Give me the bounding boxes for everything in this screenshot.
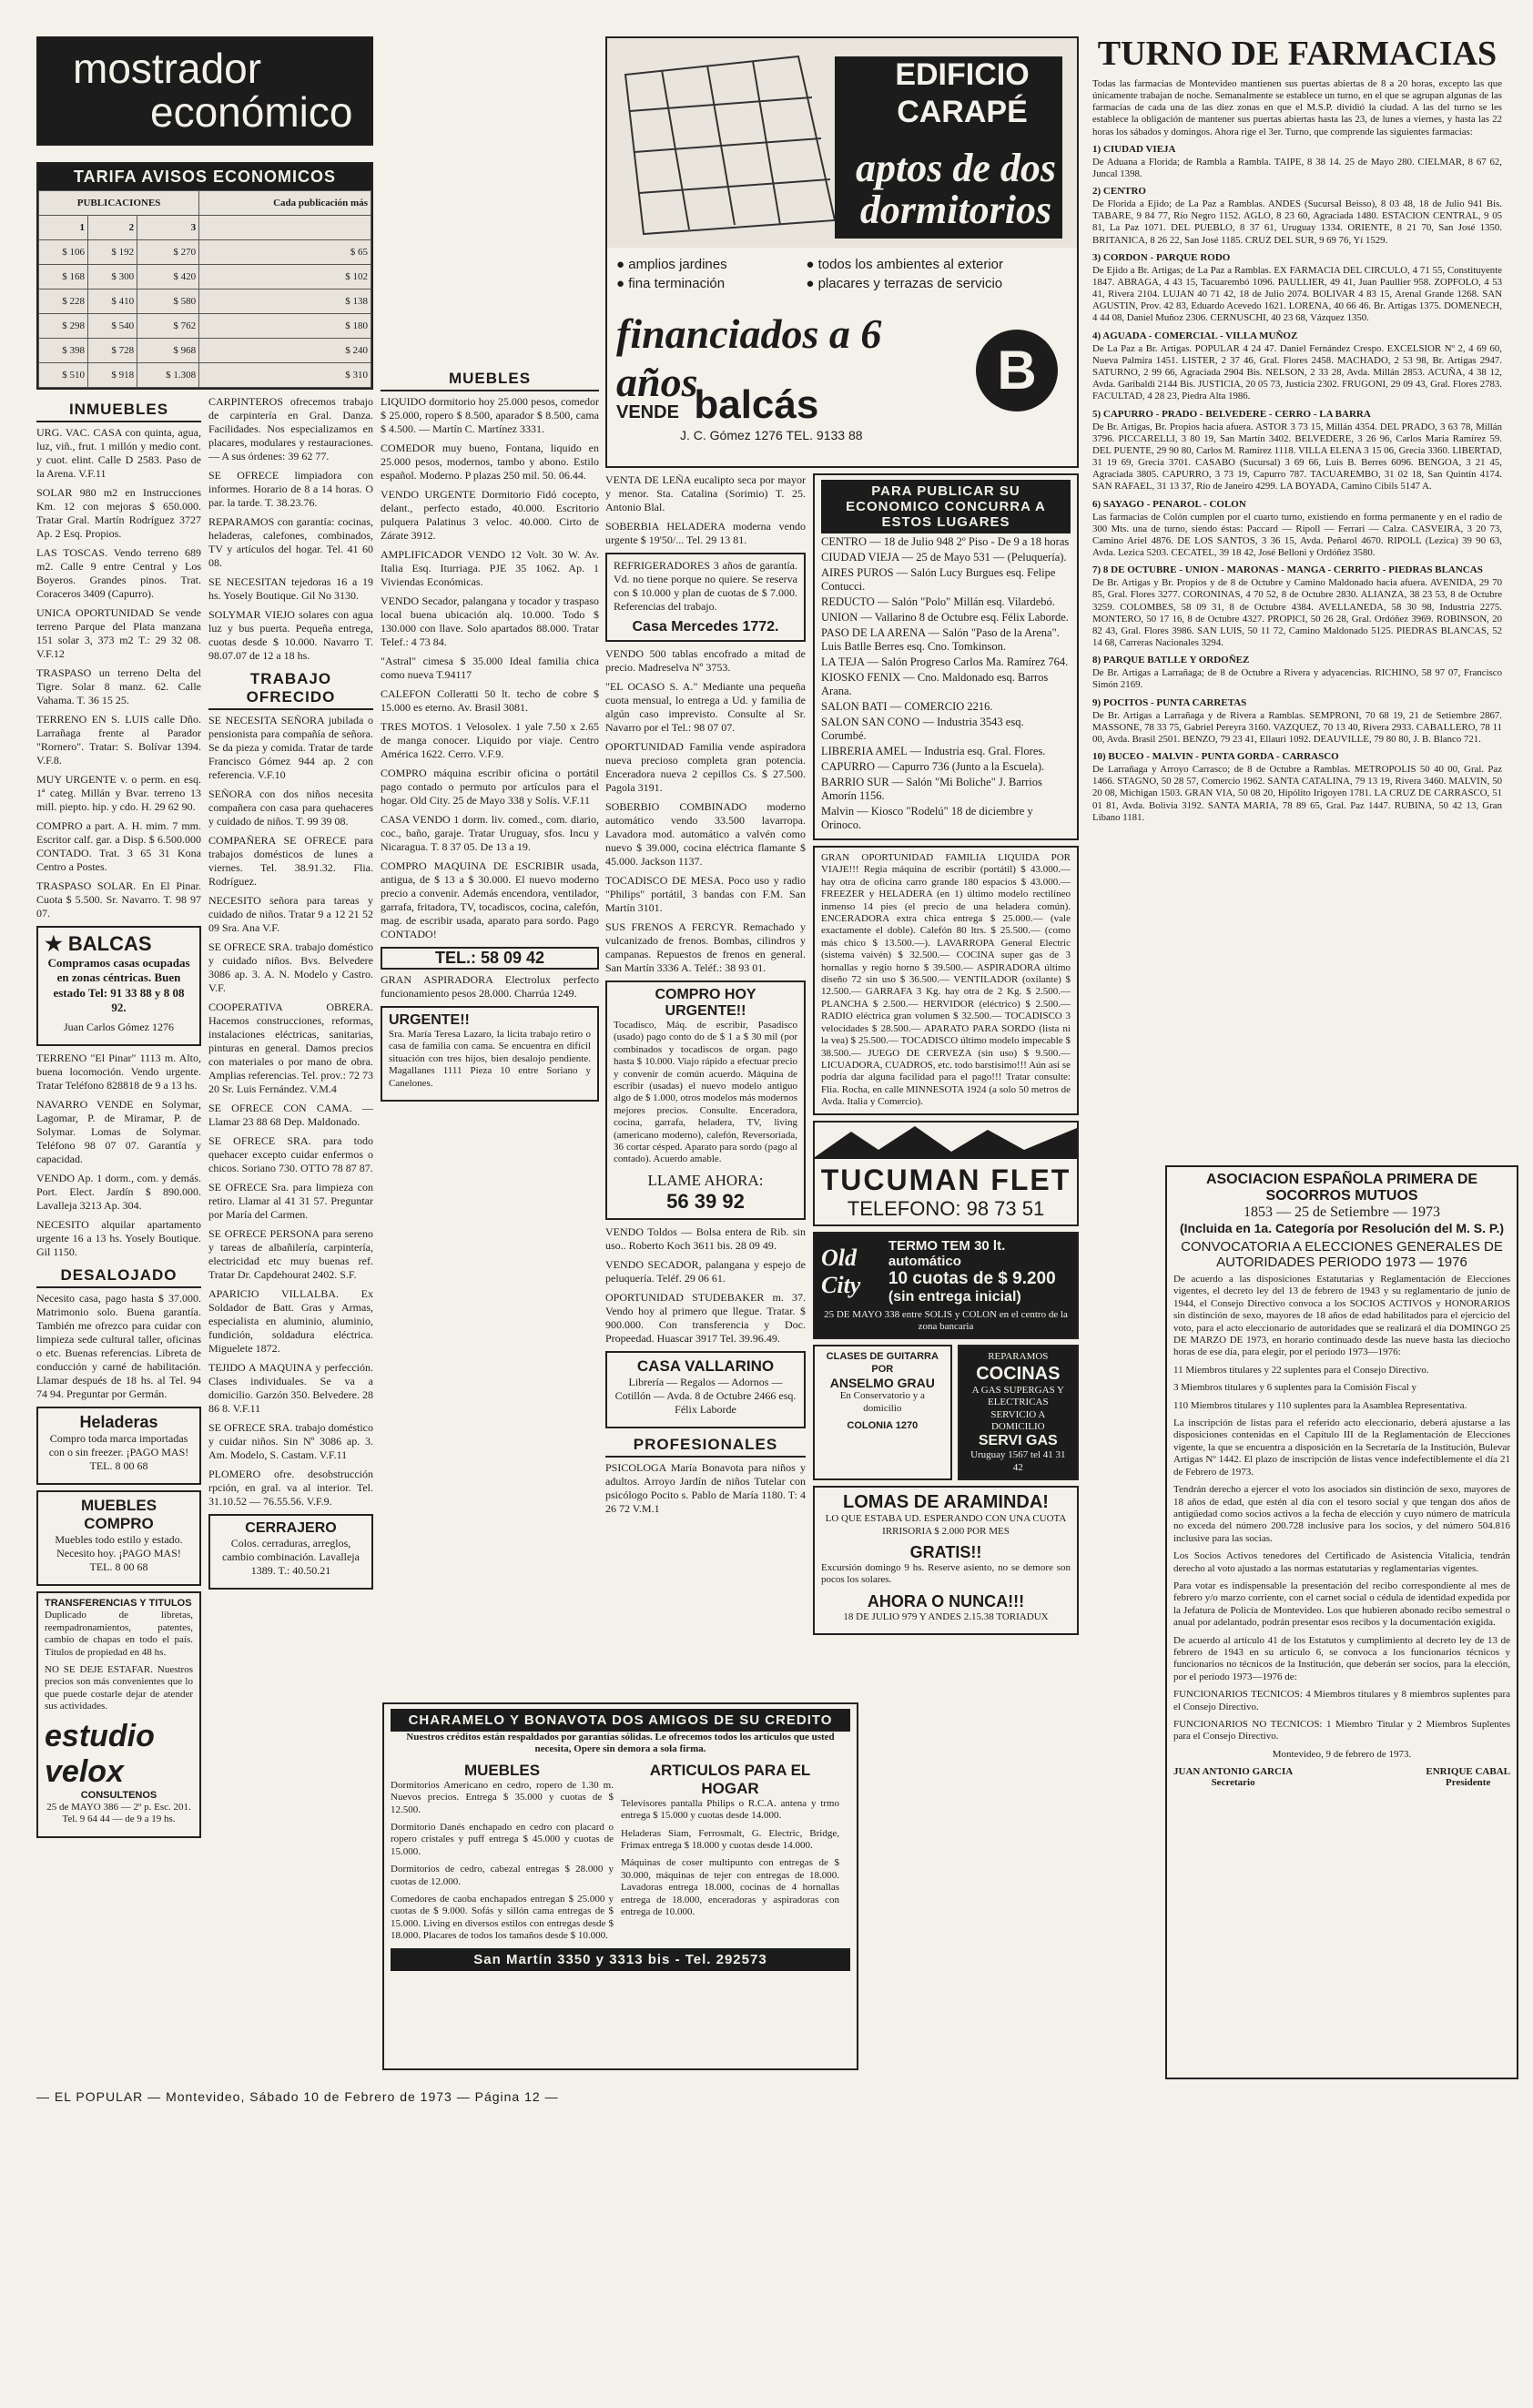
old-city-address: 25 DE MAYO 338 entre SOLIS y COLON en el centro de la zona bancaria xyxy=(824,1308,1068,1332)
zone-title: 2) CENTRO xyxy=(1092,186,1146,198)
asociacion-title: ASOCIACION ESPAÑOLA PRIMERA DE SOCORROS MUTUOS xyxy=(1205,1172,1478,1204)
classified-ad: VENDO Secador, palangana y tocador y traspaso local buena ubicación alq. 10.000. Todo $ 130.000 con llave. Solo apartados 88.000. Tratar Telef.: 4 73 84. xyxy=(381,594,599,648)
velox-ad xyxy=(36,1591,201,1838)
bullet-icon: ● xyxy=(616,257,629,272)
llame-title: LLAME AHORA: xyxy=(647,1171,764,1189)
vallarino-ad xyxy=(605,1351,806,1428)
notice-paragraph: De acuerdo al artículo 41 de los Estatutos y cumplimiento al decreto ley de 13 de febrero de 1943 en su artículo 6, se convoca a los funcionarios técnicos y funcionarios no técnicos de la Institución, que deberán ser socios, para la elección, por el período 1973—1976 de: xyxy=(1173,1634,1510,1682)
tucuman-phone: TELEFONO: 98 73 51 xyxy=(847,1196,1045,1220)
tucuman-name: TUCUMAN FLET xyxy=(820,1163,1071,1196)
classified-ad: REPARAMOS con garantía: cocinas, heladeras, calefones, combinados, TV y artículos del hogar. Tel. 41 60 08. xyxy=(208,515,373,569)
column-4 xyxy=(1092,35,1510,2080)
char-articulos-item: Televisores pantalla Philips o R.C.A. antena y trmo entrega $ 15.000 y cuotas desde 14.000. xyxy=(621,1797,839,1822)
lugar-item: SALON SAN CONO — Industria 3543 esq. Corumbé. xyxy=(821,716,1024,742)
servigas-ad xyxy=(958,1345,1079,1480)
classified-ad: TERRENO EN S. LUIS calle Dño. Larrañaga frente al Parador "Rornero". Tratar: S. Bolívar 1394. V.F.8. xyxy=(36,713,201,767)
casa-mercedes: Casa Mercedes 1772. xyxy=(632,619,779,635)
zone-text: De Ejido a Br. Artigas; de La Paz a Ramblas. EX FARMACIA DEL CIRCULO, 4 71 55, Constituyente 1847. ABRAGA, 4 43 15, Tacuarembó 1096. PAULLIER, 49 41, Juan Paullier 958. ZOPFOLO, 4 53 41, Rivera 2104. LUJAN 40 71 42, 18 de Julio 2074. BOLIVAR 4 83 15, Arenal Grande 1268. SAN AGUSTIN, Prov. 42 83, Eduardo Acevedo 1621. LORENA, 40 66 46. Br. Artigas 1375. DOMENECH, 4 44 08, Daniel Muñoz 2306. CERNUSCHI, 40 23 68, Vázquez 1350. xyxy=(1092,264,1502,324)
urgente-text: Sra. María Teresa Lazaro, la licita trabajo retiro o casa de familia con cama. Se encuentra en difícil situación con tres hijos, bien desalojo pendiente. Magallanes 1111 Pieza 10 entre Soriano y Canelones. xyxy=(389,1029,591,1089)
lomas-text: Excursión domingo 9 hs. Reserve asiento, no se demore son pocos los solares. xyxy=(821,1562,1071,1586)
clases-name: ANSELMO GRAU xyxy=(829,1376,935,1391)
classified-ad: APARICIO VILLALBA. Ex Soldador de Batt. Gras y Armas, especialista en aluminio, aluminio, fundición, soldadura eléctrica. Miguelete 1872. xyxy=(208,1287,373,1355)
classified-ad: VENTA DE LEÑA eucalipto seca por mayor y menor. Sta. Catalina (Sorimio) T. 25. Antonio Blal. xyxy=(605,473,806,513)
lugar-item: PASO DE LA ARENA — Salón "Paso de la Arena". Luis Batlle Berres esq. Cno. Tomkinson. xyxy=(821,626,1060,653)
desalojado-title: DESALOJADO xyxy=(36,1265,201,1288)
classified-ad: MUY URGENTE v. o perm. en esq. 1ª categ. Millán y Bvar. terreno 13 mill. piepto. hip. y cdo. H. 29 62 90. xyxy=(36,773,201,813)
building-name-2: CARAPÉ xyxy=(897,94,1028,129)
classified-ad: NECESITO señora para tareas y cuidado de niños. Tratar 9 a 12 21 52 09 Sra. Ana V.F. xyxy=(208,894,373,934)
servi-line1: REPARAMOS xyxy=(988,1351,1049,1363)
column-1b xyxy=(208,395,373,1844)
balcas-address: J. C. Gómez 1276 TEL. 9133 88 xyxy=(680,428,863,442)
nodejar-text: NO SE DEJE ESTAFAR. Nuestros precios son más convenientes que lo que puede costarle dejar de atender sus actividades. xyxy=(45,1664,193,1712)
lomas-gratis: GRATIS!! xyxy=(909,1543,982,1561)
features-list xyxy=(616,257,1071,291)
tarifa-row: $ 106 $ 192 $ 270 $ 65 xyxy=(39,240,371,265)
transfer-text: Duplicado de libretas, reempadronamientos, patentes, cambio de chapas en todo el país. Títulos de propiedad en 48 hs. xyxy=(45,1610,193,1658)
classified-ad: SE OFRECE SRA. trabajo doméstico y cuidado niños. Bvs. Belvedere 3086 ap. 3. A. N. Modelo y Castro. V.F. xyxy=(208,940,373,994)
zone-text: De Br. Artigas a Larrañaga y de Rivera a Ramblas. SEMPRONI, 70 68 19, 21 de Setiembre 2867. MASSONE, 78 33 75, Gabriel Pereyra 3160. VAZQUEZ, 70 13 40, Rivera 2933. CABALLERO, 78 11 00, Avda. Brasil 2501. BENZO, 79 23 41, Ellauri 1092. DEAUVILLE, 79 80 80, J. B. Blanco 721. xyxy=(1092,709,1502,745)
classified-ad: PLOMERO ofre. desobstrucción rpción, en gral. va al interior. Tel. 31.10.52 — 76.55.56. V.F.9. xyxy=(208,1468,373,1508)
classified-ad: SE OFRECE PERSONA para sereno y tareas de albañilería, carpintería, electricidad etc muy buenas ref. Tratar Dr. Capdehourat 2402. S.F. xyxy=(208,1227,373,1281)
guitarra-ad xyxy=(813,1345,952,1480)
zone-title: 8) PARQUE BATLLE Y ORDOÑEZ xyxy=(1092,655,1250,666)
tarifa-box xyxy=(36,162,373,390)
masthead xyxy=(36,36,373,146)
balcas-address: Juan Carlos Gómez 1276 xyxy=(64,1021,174,1033)
lugar-item: REDUCTO — Salón "Polo" Millán esq. Vilardebó. xyxy=(821,595,1055,608)
tarifa-row: $ 510 $ 918 $ 1.308 $ 310 xyxy=(39,363,371,388)
classified-ad: TERRENO "El Pinar" 1113 m. Alto, buena locomoción. Vendo urgente. Tratar Teléfono 828818 de 9 a 13 hs. xyxy=(36,1052,201,1092)
compro-hoy-ad xyxy=(605,980,806,1220)
masthead-line2: económico xyxy=(150,88,353,136)
old-city-line1: TERMO TEM 30 lt. automático xyxy=(888,1237,1006,1269)
cerrajero-text: Colos. cerraduras, arreglos, cambio combinación. Lavalleja 1389. T.: 40.50.21 xyxy=(222,1537,360,1577)
classified-ad: REFRIGERADORES 3 años de garantía. Vd. no tiene porque no quiere. Se reserva con $ 10.000 y plan de cuotas de $ 7.000. Referencias del trabajo. xyxy=(614,559,797,613)
feature-item: ● fina terminación xyxy=(616,276,726,291)
compro-title: COMPRO HOY URGENTE!! xyxy=(655,987,756,1019)
signature-name: ENRIQUE CABAL xyxy=(1426,1766,1510,1778)
balcas-text: Compramos casas ocupadas en zonas céntricas. Buen estado Tel: 91 33 88 y 8 08 92. xyxy=(47,956,190,1014)
classified-ad: COMEDOR muy bueno, Fontana, liquido en 25.000 pesos, modernos, tambo y abono. Estilo español. Moderno. P plazas 250 mil. 50. 06.44. xyxy=(381,442,599,482)
signature-name: JUAN ANTONIO GARCIA xyxy=(1173,1766,1294,1778)
building-name-1: EDIFICIO xyxy=(895,57,1030,92)
zone-text: De La Paz a Br. Artigas. POPULAR 4 24 47. Daniel Fernández Crespo. EXCELSIOR Nº 2, 4 69 60, Nueva Palmira 1451. LISTER, 2 37 46, Gral. Flores 2458. MACHADO, 2 53 98, Br. Artigas 2947. SATURNO, 2 99 66, Agraciada 2904 Bis. NELSON, 2 33 28, Avda. Millán 2853. ACUÑA, 4 38 12, Avda. Garibaldi 2144 Bis. JUSTICIA, 20 05 73, Justicia 2302. FRUGONI, 29 09 43, Gral. Flores 2783. FACULTAD, 4 28 23, Piedra Alta 1986. xyxy=(1092,342,1502,402)
zone-text: De Florida a Ejido; de La Paz a Ramblas. ANDES (Sucursal Beisso), 8 03 48, 18 de Julio 941 Bis. TABARE, 9 84 77, Río Negro 1152. AGLO, 8 23 60, Agraciada 1480. ESTACION CENTRAL, 9 05 81, La Paz 1071. DEL PUEBLO, 8 37 61, Uruguay 1334. ORIENTE, 8 21 70, San José 1350. BRITANICA, 8 26 22, San José 1185. CRUZ DEL SUR, 9 69 76, Yí 1529. xyxy=(1092,198,1502,246)
balcas-title: BALCAS xyxy=(67,932,152,955)
tarifa-header-pub: PUBLICACIONES xyxy=(39,191,199,216)
old-city-ad xyxy=(813,1232,1079,1340)
notice-paragraph: FUNCIONARIOS NO TECNICOS: 1 Miembro Titular y 2 Miembros Suplentes para el Consejo Directivo. xyxy=(1173,1719,1510,1742)
zone-text: Las farmacias de Colón cumplen por el cuarto turno, existiendo en forma permanente y en el radio de 300 Mts. una de turno, siendo éstas: Paccard — Ripoll — Ferrari — Calza. CASVEIRA, 3 20 73, Camino Ariel 4876. DE LOS SANTOS, 3 36 15, Avda. Peñarol 4670. RIPOLL (Lezica) 39 90 63, Avda. Lezica 5203. CECATEL, 39 18 42, José Belloni y Ordóñez 3580. xyxy=(1092,511,1502,559)
classified-ad: SE NECESITA SEÑORA jubilada o pensionista para compañía de señora. Se da pieza y comida. Tratar de tarde Francisco Gómez 944 ap. 2 con referencia. V.F.10 xyxy=(208,714,373,781)
char-muebles-title: MUEBLES xyxy=(463,1761,541,1779)
lugar-item: AIRES PUROS — Salón Lucy Burgues esq. Felipe Contucci. xyxy=(821,566,1056,593)
classified-ad: OPORTUNIDAD STUDEBAKER m. 37. Vendo hoy al primero que llegue. Tratar. $ 900.000. Con transferencia y Doc. Propeedad. Huascar 3917 Tel. 39.96.49. xyxy=(605,1290,806,1345)
charamelo-bonavota-ad xyxy=(382,1702,858,2070)
classified-ad: URG. VAC. CASA con quinta, agua, luz, viñ., frut. 1 millón y medio cont. y cuot. elint. Calle D 2583. Paso de la Arena. V.F.11 xyxy=(36,426,201,480)
asociacion-convocatoria: CONVOCATORIA A ELECCIONES GENERALES DE AUTORIDADES PERIODO 1973 — 1976 xyxy=(1181,1239,1503,1270)
servi-brand: SERVI GAS xyxy=(978,1433,1058,1449)
classified-ad: LAS TOSCAS. Vendo terreno 689 m2. Calle 9 entre Central y Los Boyeros. Grandes pinos. Trat. Coraceros 3409 (Capurro). xyxy=(36,546,201,600)
classified-ad: UNICA OPORTUNIDAD Se vende terreno Parque del Plata manzana 151 solar 3, 373 m2 T.: 29 32 08. V.F.12 xyxy=(36,606,201,660)
classified-ad: AMPLIFICADOR VENDO 12 Volt. 30 W. Av. Italia Esq. Iturriaga. PJE 35 1062. Ap. 1 Viviendas Económicas. xyxy=(381,548,599,588)
classified-ad: CARPINTEROS ofrecemos trabajo de carpintería en Gral. Danza. Facilidades. Nos especializamos en placares, modulares y restauraciones. — A sus órdenes: 39 62 77. xyxy=(208,395,373,462)
notice-paragraph: 11 Miembros titulares y 22 suplentes para el Consejo Directivo. xyxy=(1173,1364,1429,1376)
classified-ad: TRASPASO un terreno Delta del Tigre. Solar 8 manz. 62. Calle Vahama. T. 36 15 25. xyxy=(36,666,201,706)
char-articulos-item: Heladeras Siam, Ferrosmalt, G. Electric, Bridge, Frimax entrega $ 18.000 y cuotas desde 14.000. xyxy=(621,1827,839,1852)
tucuman-flet-ad xyxy=(813,1121,1079,1226)
signature-role: Secretario xyxy=(1211,1777,1255,1789)
column-3a xyxy=(605,473,806,1641)
classified-ad: SOLYMAR VIEJO solares con agua luz y bus puerta. Pequeña entrega, cuotas desde $ 10.000. Navarro T. 98.07.07 de 12 a 18 hs. xyxy=(208,608,373,662)
char-articulos-title: ARTICULOS PARA EL HOGAR xyxy=(649,1761,811,1797)
column-1-body xyxy=(36,395,373,1844)
classified-ad: GRAN ASPIRADORA Electrolux perfecto funcionamiento pesos 28.000. Charrúa 1249. xyxy=(381,973,599,1000)
refrigeradores-ad xyxy=(605,553,806,642)
notice-place-date: Montevideo, 9 de febrero de 1973. xyxy=(1272,1748,1412,1760)
inmuebles-title: INMUEBLES xyxy=(36,399,201,422)
cerrajero-title: CERRAJERO xyxy=(245,1520,337,1536)
classified-ad: SE OFRECE SRA. trabajo doméstico y cuidar niños. Sin Nº 3086 ap. 3. Am. Modelo, S. Castam. V.F.11 xyxy=(208,1421,373,1461)
headline-1: aptos de dos xyxy=(856,146,1056,190)
zone-title: 3) CORDON - PARQUE RODO xyxy=(1092,251,1231,263)
servi-line4: SERVICIO A DOMICILIO xyxy=(990,1408,1046,1432)
classified-ad: SEÑORA con dos niños necesita compañera con casa para quehaceres y cuidado de niños. T. 99 39 08. xyxy=(208,787,373,828)
lugar-item: CAPURRO — Capurro 736 (Junto a la Escuela). xyxy=(821,760,1045,773)
zone-title: 1) CIUDAD VIEJA xyxy=(1092,143,1176,155)
signature-role: Presidente xyxy=(1446,1777,1491,1789)
zone-title: 5) CAPURRO - PRADO - BELVEDERE - CERRO - LA BARRA xyxy=(1092,408,1371,420)
classified-ad: LIQUIDO dormitorio hoy 25.000 pesos, comedor $ 25.000, ropero $ 8.500, aparador $ 8.500, cama $ 4.500. — Martín C. Martínez 3331. xyxy=(381,395,599,435)
feature-item: ● amplios jardines xyxy=(616,257,727,272)
lugar-item: Malvin — Kiosco "Rodelú" 18 de diciembre y Orinoco. xyxy=(821,805,1033,831)
char-muebles-item: Dormitorio Danés enchapado en cedro con placard o ropero cristales y puff entrega $ 45.000 y cuotas de 15.000. xyxy=(391,1822,614,1857)
zone-text: De Larrañaga y Arroyo Carrasco; de 8 de Octubre a Ramblas. METROPOLIS 50 40 00, Gral. Paz 1466. STAGNO, 50 28 57, Comercio 1962. SANTA CATALINA, 79 13 19, Rivera 3460. MALVIN, 50 20 08, Michigan 1503. GRAN VIA, 50 08 20, Hipólito Irigoyen 1781. LA CRUZ DE CARRASCO, 51 01 81, Avda. Bolivia 3192. SANTA MARIA, 78 89 65, Gral. Paz 1447. RUBINA, 50 42 13, Gran Líbano 1181. xyxy=(1092,764,1502,823)
trabajo-title: TRABAJO OFRECIDO xyxy=(208,668,373,710)
classified-ad: NAVARRO VENDE en Solymar, Lagomar, P. de Miramar, P. de Solymar. Lomas de Solymar. Teléfono 98 07 07. Garantía y capacidad. xyxy=(36,1098,201,1165)
lomas-title: LOMAS DE ARAMINDA! xyxy=(843,1492,1049,1513)
tarifa-title: TARIFA AVISOS ECONOMICOS xyxy=(38,164,371,190)
finance-text: financiados a 6 años xyxy=(616,310,882,405)
bullet-icon: ● xyxy=(806,257,818,272)
lugar-item: CENTRO — 18 de Julio 948 2º Piso - De 9 a 18 horas xyxy=(821,535,1070,548)
notice-paragraph: 110 Miembros titulares y 110 suplentes para la Asamblea Representativa. xyxy=(1173,1399,1467,1411)
cerrajero-ad xyxy=(208,1514,373,1590)
profesionales-title: PROFESIONALES xyxy=(605,1434,806,1458)
classified-ad: CASA VENDO 1 dorm. liv. comed., com. diario, coc., baño, garaje. Tratar Uruguay, sfos. Incu y Nicaragua. T. 8 37 05. De 13 a 19. xyxy=(381,813,599,853)
vallarino-text: Librería — Regalos — Adornos — Cotillón — Avda. 8 de Octubre 2466 esq. Félix Laborde xyxy=(614,1375,797,1416)
zone-text: De Aduana a Florida; de Rambla a Rambla. TAIPE, 8 38 14. 25 de Mayo 280. CIELMAR, 8 67 62, Juncal 1398. xyxy=(1092,156,1502,179)
charamelo-address: San Martín 3350 y 3313 bis - Tel. 292573 xyxy=(391,1948,850,1971)
farmacias-section xyxy=(1092,36,1502,824)
zone-text: De Br. Artigas a Larrañaga; de 8 de Octubre a Rivera y adyacencias. RICHINO, 58 97 07, Francisco Simón 2169. xyxy=(1092,667,1502,691)
urgente-ad xyxy=(381,1006,599,1102)
feature-item: ● todos los ambientes al exterior xyxy=(806,257,1003,272)
velox-logo: estudio velox xyxy=(45,1718,155,1789)
newspaper-page xyxy=(36,35,1510,2130)
vallarino-title: CASA VALLARINO xyxy=(636,1356,775,1375)
charamelo-title: CHARAMELO Y BONAVOTA DOS AMIGOS DE SU CREDITO xyxy=(391,1709,850,1732)
heladeras-title: Heladeras xyxy=(79,1413,158,1431)
classified-ad: "EL OCASO S. A." Mediante una pequeña cuota mensual, lo entrega a Ud. y familia de algún caso imprevisto. Consulte al Sr. Navarro por el Tel.: 98 07 07. xyxy=(605,680,806,734)
tarifa-row: $ 168 $ 300 $ 420 $ 102 xyxy=(39,265,371,290)
muebles-compro-title: MUEBLES COMPRO xyxy=(80,1497,157,1532)
phone-box: TEL.: 58 09 42 xyxy=(381,947,599,970)
classified-ad: SOBERBIA HELADERA moderna vendo urgente $ 19'50/... Tel. 29 13 81. xyxy=(605,520,806,546)
char-muebles-item: Comedores de caoba enchapados entregan $ 25.000 y cuotas de $ 9.000. Sofás y sillón cama entregas de $ 15.000. Living en diversos estilos con entregas desde $ 18.000. Placares de todos los tamaños desde $ 10.000. xyxy=(391,1894,614,1942)
zone-title: 9) POCITOS - PUNTA CARRETAS xyxy=(1092,696,1247,708)
tarifa-header-extra: Cada publicación más xyxy=(199,191,371,216)
notice-paragraph: De acuerdo a las disposiciones Estatutarias y Reglamentación de Elecciones vigentes, el decreto ley del 13 de febrero de 1943 y su reglamentario de junio de 1944, el Consejo Directivo convoca a los SOCIOS ACTIVOS y HONORARIOS sin distinción de sexo, mayores de 18 años de edad habilitados para el ejercicio del voto, para el acto eleccionario de autoridades que se realizará el día DOMINGO 25 DE MARZO DE 1973, en horario continuado desde las nueve hasta las dieciocho horas de ese día, para elegir, por el período 1973—1976: xyxy=(1173,1274,1510,1358)
lugar-item: LIBRERIA AMEL — Industria esq. Gral. Flores. xyxy=(821,745,1046,757)
tarifa-col: 1 xyxy=(39,216,88,240)
char-muebles-item: Dormitorios de cedro, cabezal entregas $ 28.000 y cuotas de 12.000. xyxy=(391,1864,614,1887)
classified-ad: PSICOLOGA María Bonavota para niños y adultos. Arroyo Jardín de niños Tutelar con psicólogo Pocito s. Pablo de María 1180. T: 4 26 72 V.M.1 xyxy=(605,1460,806,1515)
zone-title: 10) BUCEO - MALVIN - PUNTA GORDA - CARRASCO xyxy=(1092,751,1339,763)
classified-ad: SOBERBIO COMBINADO moderno automático vendo 33.500 lavarropa. Lavadora mod. automático a valvén como nuevo $ 39.000, cocina eléctrica flamante $ 45.000. Jackson 1137. xyxy=(605,800,806,868)
old-city-line2: 10 cuotas de $ 9.200 xyxy=(888,1268,1056,1288)
column-3b xyxy=(813,473,1079,1641)
lugar-item: SALON BATI — COMERCIO 2216. xyxy=(821,700,993,713)
classified-ad: TOCADISCO DE MESA. Poco uso y radio "Philips" portátil, 3 bandas con F.M. San Martín 3101. xyxy=(605,874,806,914)
clases-title: CLASES DE GUITARRA POR xyxy=(826,1351,939,1375)
column-3-body xyxy=(605,473,1079,1641)
classified-ad: TRES MOTOS. 1 Velosolex. 1 yale 7.50 x 2.65 de manga conocer. Liquido por viaje. Centro América 1622. Cerro. V.F.9. xyxy=(381,720,599,760)
lomas-araminda-ad xyxy=(813,1486,1079,1635)
lugar-item: LA TEJA — Salón Progreso Carlos Ma. Ramírez 764. xyxy=(821,655,1069,668)
muebles-compro-text: Muebles todo estilo y estado. Necesito hoy. ¡PAGO MAS! TEL. 8 00 68 xyxy=(55,1533,183,1573)
balcas-ad xyxy=(36,926,201,1046)
bullet-icon: ● xyxy=(616,276,629,291)
heladeras-ad xyxy=(36,1407,201,1485)
tarifa-col: 3 xyxy=(137,216,199,240)
heladeras-text: Compro toda marca importadas con o sin freezer. ¡PAGO MAS! TEL. 8 00 68 xyxy=(48,1432,189,1472)
gran-oportunidad-text: GRAN OPORTUNIDAD FAMILIA LIQUIDA POR VIAJE!!! Regia máquina de escribir (portátil) $ 43.000.— hay otra de oficina carro grande 180 espacios $ 43.000.— FREEZER y HELADERA (en 1) último modelo rectilíneo inmenso 14 pies (el precio de una heladera común). ENCERADORA extra chica entrega $ 25.000.— (vale exactamente el doble). Calefón 80 ltrs. $ 25.500.— (como más chico $ 13.500.—). LAVARROPA General Electric (sistema vaivén) $ 32.500.— COCINA super gas de 3 hornallas y regio horno $ 39.500.— ASPIRADORA último diseño 72 sin uso $ 36.500.— VENTILADOR (oxilante) $ 12.500.— GARRAFA 3 Kg. hay otra de 2 Kg. $ 2.500.— PLANCHA $ 2.500.— HERVIDOR (eléctrico) $ 2.500.— RADIO eléctrica gran volumen $ 32.500.— TOCADISCO 3 velocidades $ 28.500.— APARATO PARA SORDO (lista ni la vea) $ 25.500.— TOCADISCO último modelo impecable $ 38.500.— JUEGO DE CERVEZA (sin uso) $ 9.500.— LICUADORA, CUADROS, etc. todo barstísimo!!! Aún así se podría dar alguna facilidad para el pago!!! Tratar consulte: Flia. Rocha, en calle MINNESOTA 1924 (a solo 50 metros de Avda. Italia y Comercio). xyxy=(821,852,1071,1108)
velox-consult: CONSULTENOS xyxy=(80,1789,157,1801)
classified-ad: SE OFRECE Sra. para limpieza con retiro. Llamar al 41 31 57. Preguntar por María del Carmen. xyxy=(208,1181,373,1221)
lugar-item: UNION — Vallarino 8 de Octubre esq. Félix Laborde. xyxy=(821,611,1069,624)
star-icon: ★ xyxy=(45,932,63,955)
classified-ad: SOLAR 980 m2 en Instrucciones Km. 12 con mejoras $ 650.000. Tratar Gral. Martín Rodríguez 3727 Ap. 2 Esq. Propios. xyxy=(36,486,201,540)
asociacion-sub: (Incluida en 1a. Categoría por Resolución del M. S. P.) xyxy=(1179,1221,1505,1235)
tarifa-row: $ 298 $ 540 $ 762 $ 180 xyxy=(39,314,371,339)
signatures xyxy=(1173,1766,1510,1788)
velox-address: 25 de MAYO 386 — 2º p. Esc. 201. Tel. 9 64 44 — de 9 a 19 hs. xyxy=(46,1802,191,1825)
classified-ad: SE OFRECE SRA. para todo quehacer excepto cuidar enfermos o chicos. Soriano 730. OTTO 78 87 87. xyxy=(208,1134,373,1174)
zone-text: De Br. Artigas y Br. Propios y de 8 de Octubre y Camino Maldonado hacia afuera. AVENIDA, 29 70 85, Gral. Flores 3277. CORONINAS, 4 70 52, 8 de Octubre 2830. ALIANZA, 38 23 53, 8 de Octubre 3259. COLOMBES, 58 09 31, 8 de Octubre 4384. AVELLANEDA, 58 30 98, Industria 2275. MONTERO, 50 17 16, 8 de Octubre 4327. PROPICI, 50 26 28, Gral. Ordóñez 3969. ROBINSON, 20 82 43, Gral. Flores 3986. SAN LUIS, 50 11 72, Camino Maldonado 5125. PIEDRAS BLANCAS, 52 14 68, Carreras Nacionales 3294. xyxy=(1092,577,1502,649)
zone-title: 4) AGUADA - COMERCIAL - VILLA MUÑOZ xyxy=(1092,330,1298,341)
edificio-carape-ad xyxy=(605,36,1079,468)
tarifa-row: $ 398 $ 728 $ 968 $ 240 xyxy=(39,339,371,363)
llame-phone: 56 39 92 xyxy=(666,1189,745,1213)
headline-2: dormitorios xyxy=(859,188,1052,233)
tarifa-table xyxy=(38,190,371,388)
classified-ad: COMPRO a part. A. H. mim. 7 mm. Escritor calf. gar. a Disp. $ 6.500.000 CONTADO. Trat. 3 65 31 Kona Centro a Postes. xyxy=(36,819,201,873)
lomas-address: 18 DE JULIO 979 Y ANDES 2.15.38 TORIADUX xyxy=(843,1610,1049,1622)
classified-ad: VENDO 500 tablas encofrado a mitad de precio. Madreselva Nº 3753. xyxy=(605,647,806,674)
servi-address: Uruguay 1567 tel 41 31 42 xyxy=(970,1449,1066,1473)
classified-ad: SE NECESITAN tejedoras 16 a 19 hs. Yosely Boutique. Gil No 3130. xyxy=(208,575,373,602)
notice-paragraph: La inscripción de listas para el referido acto eleccionario, deberá ajustarse a las disposiciones contenidas en el Capítulo III de la Reglamentación de Elecciones vigente, la que se encuentra a disposición en la Secretaría de la Institución, Bulevar Artigas Nº 1442. El plazo de inscripción de listas vence indefectiblemente el día 21 de Febrero de 1973. xyxy=(1173,1417,1510,1478)
feature-item: ● placares y terrazas de servicio xyxy=(806,276,1003,291)
old-city-logo: Old City xyxy=(821,1244,861,1298)
lugar-item: KIOSKO FENIX — Cno. Maldonado esq. Barros Arana. xyxy=(821,671,1049,697)
vende-label: VENDE xyxy=(616,402,679,422)
farmacias-intro: Todas las farmacias de Montevideo mantienen sus puertas abiertas de 8 a 20 horas, excepto las que únicamente trabajan de noche. Semanalmente se establece un turno, en el que se agrupan algunas de las farmacias de cada una de las diez zonas en que el M.S.P. dividió la ciudad. A las del turno se les establece la obligación de mantener sus puertas abiertas hasta las 23, de lunes a viernes, y hasta las 22 horas los sábados y domingos. Ahora rige el 3er. Turno, que comprende las siguientes farmacias: xyxy=(1092,77,1502,137)
zone-text: De Br. Artigas, Br. Propios hacia afuera. ASTOR 3 73 15, Millán 4354. DEL PRADO, 3 63 78, Millán 3796. PICCARELLI, 3 80 19, San Martín 3402. BELVEDERE, 3 26 96, Carlos María Ramírez 59. DEL PUENTE, 29 90 80, Carlos M. Ramírez 1118. VILLA ELENA 3 15 06, Grecia 3360. LIBERTAD, 31 19 69, Grecia 3701. CASABO (Sucursal) 3 69 66, Luis B. Berres 6096. BENGOA, 3 21 45, Agraciada 3805. CAPURRO, 3 73 19, Capurro 787. TACUAREMBO, 31 02 18, San Quintín 4174. SAN RAFAEL, 31 13 37, Río de Janeiro 4299. LA BOYADA, Camino Cibils 5147 A. xyxy=(1092,421,1502,493)
lugar-item: CIUDAD VIEJA — 25 de Mayo 531 — (Peluquería). xyxy=(821,551,1067,564)
column-1a xyxy=(36,395,201,1844)
lomas-cta: AHORA O NUNCA!!! xyxy=(867,1591,1025,1610)
servi-line3: A GAS SUPERGAS Y ELECTRICAS xyxy=(971,1384,1064,1408)
compro-text: Tocadisco, Máq. de escribir, Pasadisco (usado) pago conto do de $ 1 a $ 30 mil (por combinados y tocadiscos de organ. pago hasta $ 10.000. Viajo rápido a efectuar precio y convenir de común acuerdo. Máquina de escribir (usadas) el nuevo modelo antiguo algo de $ 1.000, otros modelos más modernos mejores precios. Consulte. Enceradora, cocina, garrafa, heladera, TV, living (americano moderno), calefón, Reversoriada, 36 cortar césped. Aparato para sordo (pago al contado). Acuerdo amable. xyxy=(614,1020,797,1165)
classified-ad: SE OFRECE limpiadora con informes. Horario de 8 a 14 horas. O par. la tarde. T. 38.23.76. xyxy=(208,469,373,509)
muebles-compro-ad xyxy=(36,1490,201,1586)
classified-ad: SUS FRENOS A FERCYR. Remachado y vulcanizado de frenos. Bombas, cilindros y campanas. Repuestos de frenos en general. San Martín 3336 A. Teléf.: 38 93 01. xyxy=(605,920,806,974)
farmacias-title: TURNO DE FARMACIAS xyxy=(1097,35,1497,73)
classified-ad: VENDO SECADOR, palangana y espejo de peluquería. Teléf. 29 06 61. xyxy=(605,1257,806,1285)
classified-ad: COMPRO MAQUINA DE ESCRIBIR usada, antigua, de $ 13 a $ 30.000. El nuevo moderno precio a convenir. Además encendora, ventilador, garrafa, fritadora, TV, tocadiscos, cocina, calefón, mag. de escribir usada, aparato para sordo. Pago CONTADO! xyxy=(381,859,599,940)
mountains-icon xyxy=(815,1123,1077,1159)
tarifa-col: 2 xyxy=(88,216,137,240)
classified-ad: OPORTUNIDAD Familia vende aspiradora nueva precioso completa gran potencia. Enceradora nueva 2 cepillos Cs. $ 27.500. Pagola 3191. xyxy=(605,740,806,794)
classified-ad: VENDO URGENTE Dormitorio Fidó cocepto, delant., perfecto estado, 40.000. Escritorio pulquera Palatinus 3 veloc. 40.000. Cirto de Zárate 3912. xyxy=(381,488,599,542)
notice-paragraph: 3 Miembros titulares y 6 suplentes para la Comisión Fiscal y xyxy=(1173,1382,1417,1394)
notice-paragraph: Tendrán derecho a ejercer el voto los asociados sin distinción de sexo, mayores de 18 años de edad, que estén al día con el tesoro social y que tengan dos años de antigüedad como socios activos a la fecha de elección y cuyo número de matrícula no exceda del número 200.728 inclusive para los socios, y del número 504.816 inclusive para las socias. xyxy=(1173,1484,1510,1544)
notice-paragraph: Los Socios Activos tenedores del Certificado de Asistencia Vitalicia, tendrán derecho al voto ajustado a las normas estatutarias y reglamentarias vigentes. xyxy=(1173,1550,1510,1574)
old-city-line3: (sin entrega inicial) xyxy=(888,1288,1021,1305)
asociacion-espanola-notice xyxy=(1165,1165,1518,2079)
clases-address: COLONIA 1270 xyxy=(847,1419,919,1431)
masthead-line1: mostrador xyxy=(73,45,262,92)
zone-title: 6) SAYAGO - PENAROL - COLON xyxy=(1092,498,1246,510)
charamelo-intro: Nuestros créditos están respaldados por garantías sólidas. Le ofrecemos todos los artículos que usted necesita, Opere sin demora a sola firma. xyxy=(406,1732,835,1755)
char-articulos-item: Máquinas de coser multipunto con entregas de $ 30.000, máquinas de tejer con entregas de 18.000. Lavadoras entrega 18.000, cocinas de 4 hornallas entrega de 18.000, enceradoras y aspiradoras con entrega de 10.000. xyxy=(621,1857,839,1918)
transfer-title: TRANSFERENCIAS Y TITULOS xyxy=(45,1598,192,1609)
lugar-item: BARRIO SUR — Salón "Mi Boliche" J. Barrios Amorín 1156. xyxy=(821,776,1042,802)
classified-ad: VENDO Toldos — Bolsa entera de Rib. sin uso.. Roberto Koch 3611 bis. 28 09 49. xyxy=(605,1224,806,1252)
classified-ad: CALEFON Colleratti 50 lt. techo de cobre $ 15.000 es eterno. Av. Brasil 3081. xyxy=(381,687,599,714)
clases-text: En Conservatorio y a domicilio xyxy=(839,1390,925,1414)
lomas-sub: LO QUE ESTABA UD. ESPERANDO CON UNA CUOTA IRRISORIA $ 2.000 POR MES xyxy=(825,1513,1067,1537)
servi-line2: COCINAS xyxy=(976,1363,1061,1384)
page-footer: — EL POPULAR — Montevideo, Sábado 10 de Febrero de 1973 — Página 12 — xyxy=(36,2089,559,2104)
bullet-icon: ● xyxy=(806,276,818,291)
classified-ad: COMPRO máquina escribir oficina o portátil pago contado o permuto por artículos para el hogar. Old City. 25 de Mayo 338 y Solís. V.F.11 xyxy=(381,767,599,807)
classified-ad: Necesito casa, pago hasta $ 37.000. Matrimonio solo. Buena garantía. También me ofrezco para cuidar con limpieza sede cultural taller, oficinas o etc. Buenas referencias. Libreta de conducción y carné de habilitación. Llamar después de 18 hs. al Tel. 94 74 94. Preguntar por Germán. xyxy=(36,1292,201,1400)
notice-paragraph: Para votar es indispensable la presentación del recibo correspondiente al mes de febrero y/o marzo corriente, con el carnet social o cédula de identidad expedida por la Jefatura de Policía de Montevideo. Los que hubieren abonado recibo semestral o anual por adelantado, podrán presentar esos recibos y la documentación exigida. xyxy=(1173,1580,1510,1629)
classified-ad: TEJIDO A MAQUINA y perfección. Clases individuales. Se va a domicilio. Garzón 350. Belvedere. 28 86 8. V.F.11 xyxy=(208,1361,373,1415)
classified-ad: "Astral" cimesa $ 35.000 Ideal familia chica como nueva T.94117 xyxy=(381,655,599,681)
classified-ad: SE OFRECE CON CAMA. — Llamar 23 88 68 Dep. Maldonado. xyxy=(208,1102,373,1128)
gran-oportunidad-ad xyxy=(813,846,1079,1115)
tarifa-row: $ 228 $ 410 $ 580 $ 138 xyxy=(39,290,371,314)
asociacion-dates: 1853 — 25 de Setiembre — 1973 xyxy=(1244,1204,1440,1220)
classified-ad: VENDO Ap. 1 dorm., com. y demás. Port. Elect. Jardín $ 890.000. Lavalleja 3213 Ap. 304. xyxy=(36,1172,201,1212)
urgente-title: URGENTE!! xyxy=(389,1012,470,1028)
notice-paragraph: FUNCIONARIOS TECNICOS: 4 Miembros titulares y 8 miembros suplentes para el Consejo Directivo. xyxy=(1173,1689,1510,1712)
column-1 xyxy=(36,36,373,2080)
lugares-title: PARA PUBLICAR SU ECONOMICO CONCURRA A ESTOS LUGARES xyxy=(821,480,1071,533)
muebles-title: MUEBLES xyxy=(381,368,599,391)
lugares-box xyxy=(813,473,1079,840)
clases-servi-row xyxy=(813,1345,1079,1486)
classified-ad: TRASPASO SOLAR. En El Pinar. Cuota $ 5.500. Sr. Navarro. T. 98 97 07. xyxy=(36,879,201,920)
classified-ad: COOPERATIVA OBRERA. Hacemos construcciones, reformas, instalaciones eléctricas, sanitarias, pinturas en general. Damos precios con materiales o por mano de obra. Amplias referencias. Tel. prov.: 72 73 20 Sr. Luis Fernández. V.M.4 xyxy=(208,1001,373,1095)
balcas-logo: B xyxy=(976,330,1058,411)
zone-title: 7) 8 DE OCTUBRE - UNION - MARONAS - MANGA - CERRITO - PIEDRAS BLANCAS xyxy=(1092,564,1483,576)
classified-ad: COMPAÑERA SE OFRECE para trabajos domésticos de lunes a viernes. Tel. 38.91.32. Flia. Rodríguez. xyxy=(208,834,373,888)
balcas-brand: balcás xyxy=(694,382,819,427)
char-muebles-item: Dormitorios Americano en cedro, ropero de 1.30 m. Nuevos precios. Entrega $ 35.000 y cuotas de $ 12.500. xyxy=(391,1779,614,1815)
classified-ad: NECESITO alquilar apartamento urgente 16 a 13 hs. Yosely Boutique. Gil 1150. xyxy=(36,1218,201,1258)
